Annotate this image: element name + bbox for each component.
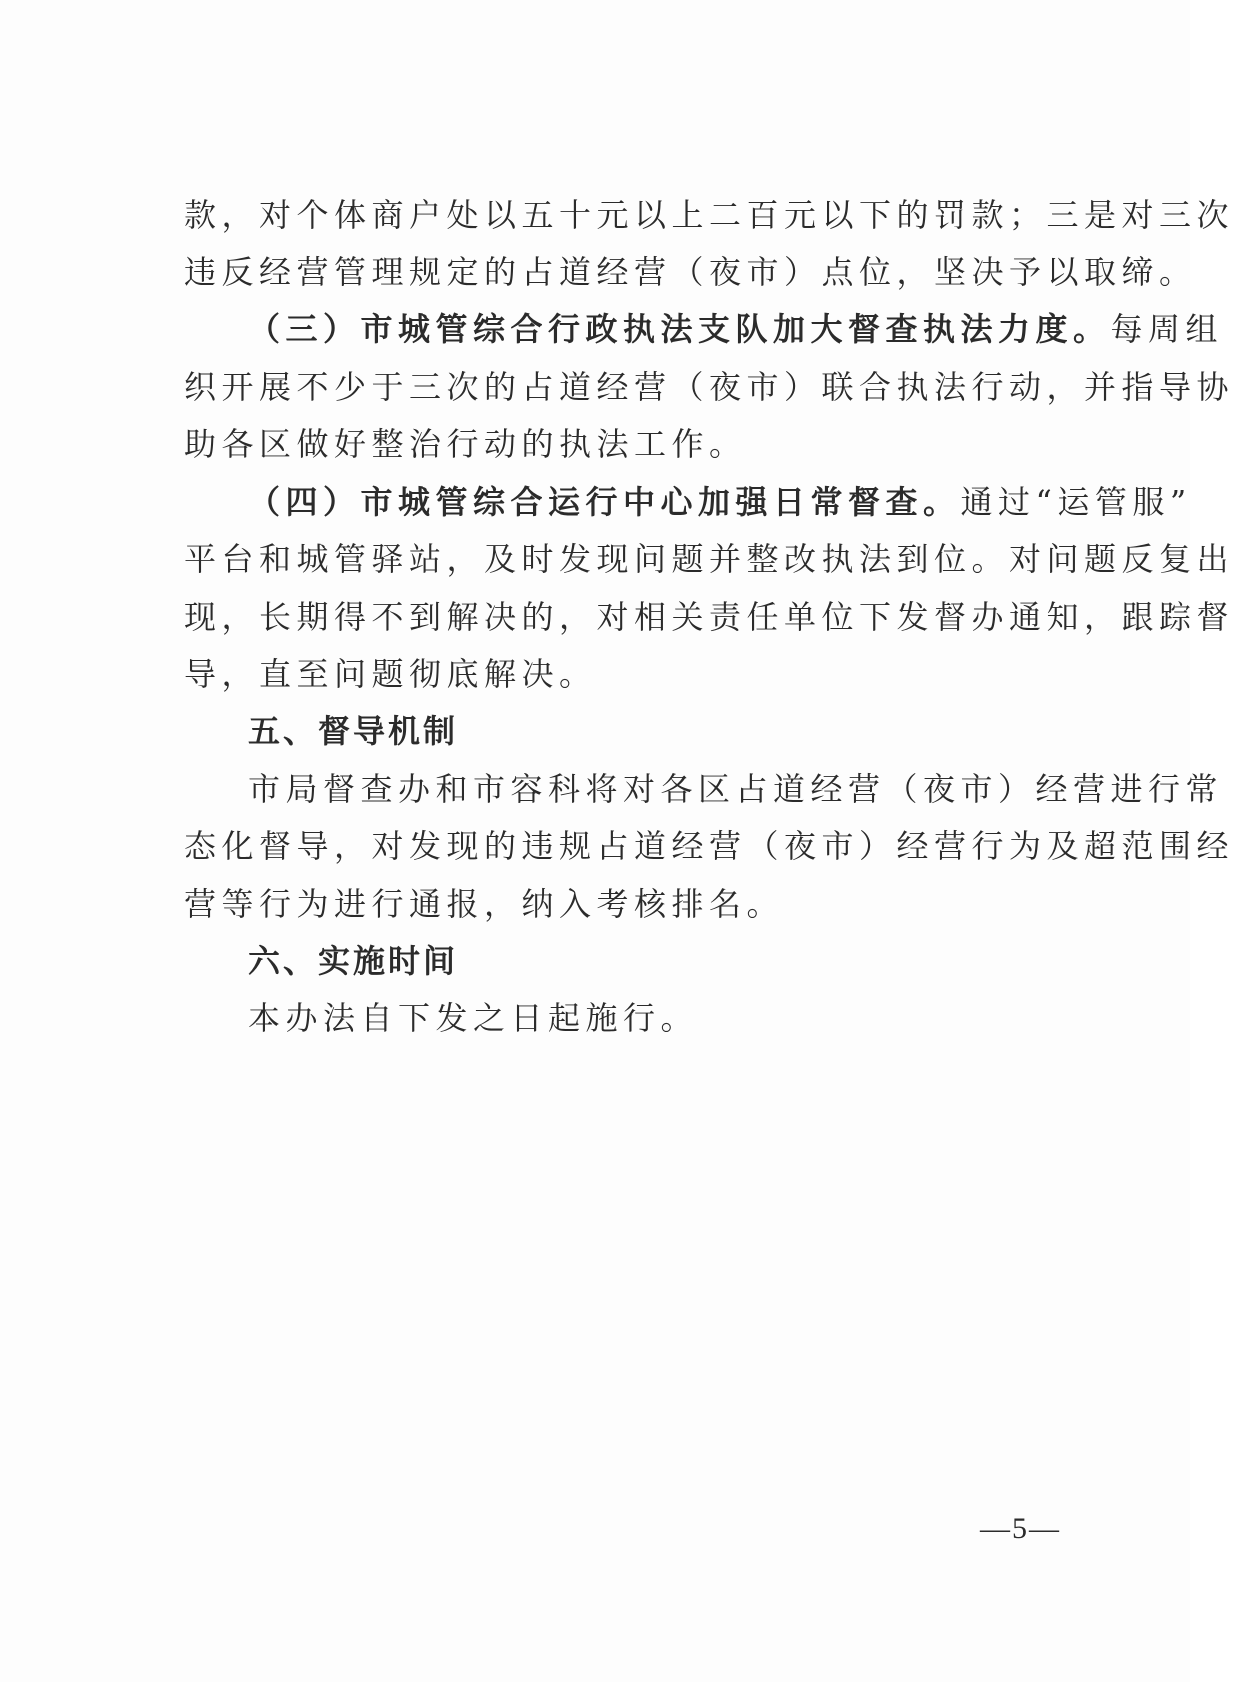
paragraph-2-line-1 (248, 309, 1223, 349)
paragraph-2-line-2: 织开展不少于三次的占道经营（夜市）联合执法行动，并指导协 (184, 368, 1234, 406)
paragraph-4-line-2: 态化督导，对发现的违规占道经营（夜市）经营行为及超范围经 (184, 827, 1234, 865)
paragraph-3-line-2: 平台和城管驿站，及时发现问题并整改执法到位。对问题反复出 (184, 540, 1234, 578)
paragraph-3-lead: （四）市城管综合运行中心加强日常督查。 (248, 483, 961, 521)
paragraph-5-line-1: 本办法自下发之日起施行。 (248, 999, 699, 1037)
paragraph-1-line-1: 款，对个体商户处以五十元以上二百元以下的罚款；三是对三次 (184, 196, 1234, 234)
paragraph-1-line-2: 违反经营管理规定的占道经营（夜市）点位，坚决予以取缔。 (184, 253, 1197, 291)
paragraph-4-line-1: 市局督查办和市容科将对各区占道经营（夜市）经营进行常 (248, 770, 1224, 808)
paragraph-3-line-4: 导，直至问题彻底解决。 (184, 655, 597, 693)
paragraph-2-rest: 每周组 (1110, 310, 1224, 348)
paragraph-4-line-3: 营等行为进行通报，纳入考核排名。 (184, 885, 785, 923)
paragraph-2-lead: （三）市城管综合行政执法支队加大督查执法力度。 (248, 310, 1111, 348)
section-heading-5: 五、督导机制 (248, 712, 459, 750)
paragraph-3-line-1 (248, 482, 1192, 522)
paragraph-2-line-3: 助各区做好整治行动的执法工作。 (184, 425, 747, 463)
section-heading-6: 六、实施时间 (248, 942, 459, 980)
paragraph-3-line-3: 现，长期得不到解决的，对相关责任单位下发督办通知，跟踪督 (184, 598, 1234, 636)
paragraph-3-rest: 通过“运管服” (960, 483, 1192, 521)
page-number: —5— (980, 1512, 1061, 1545)
